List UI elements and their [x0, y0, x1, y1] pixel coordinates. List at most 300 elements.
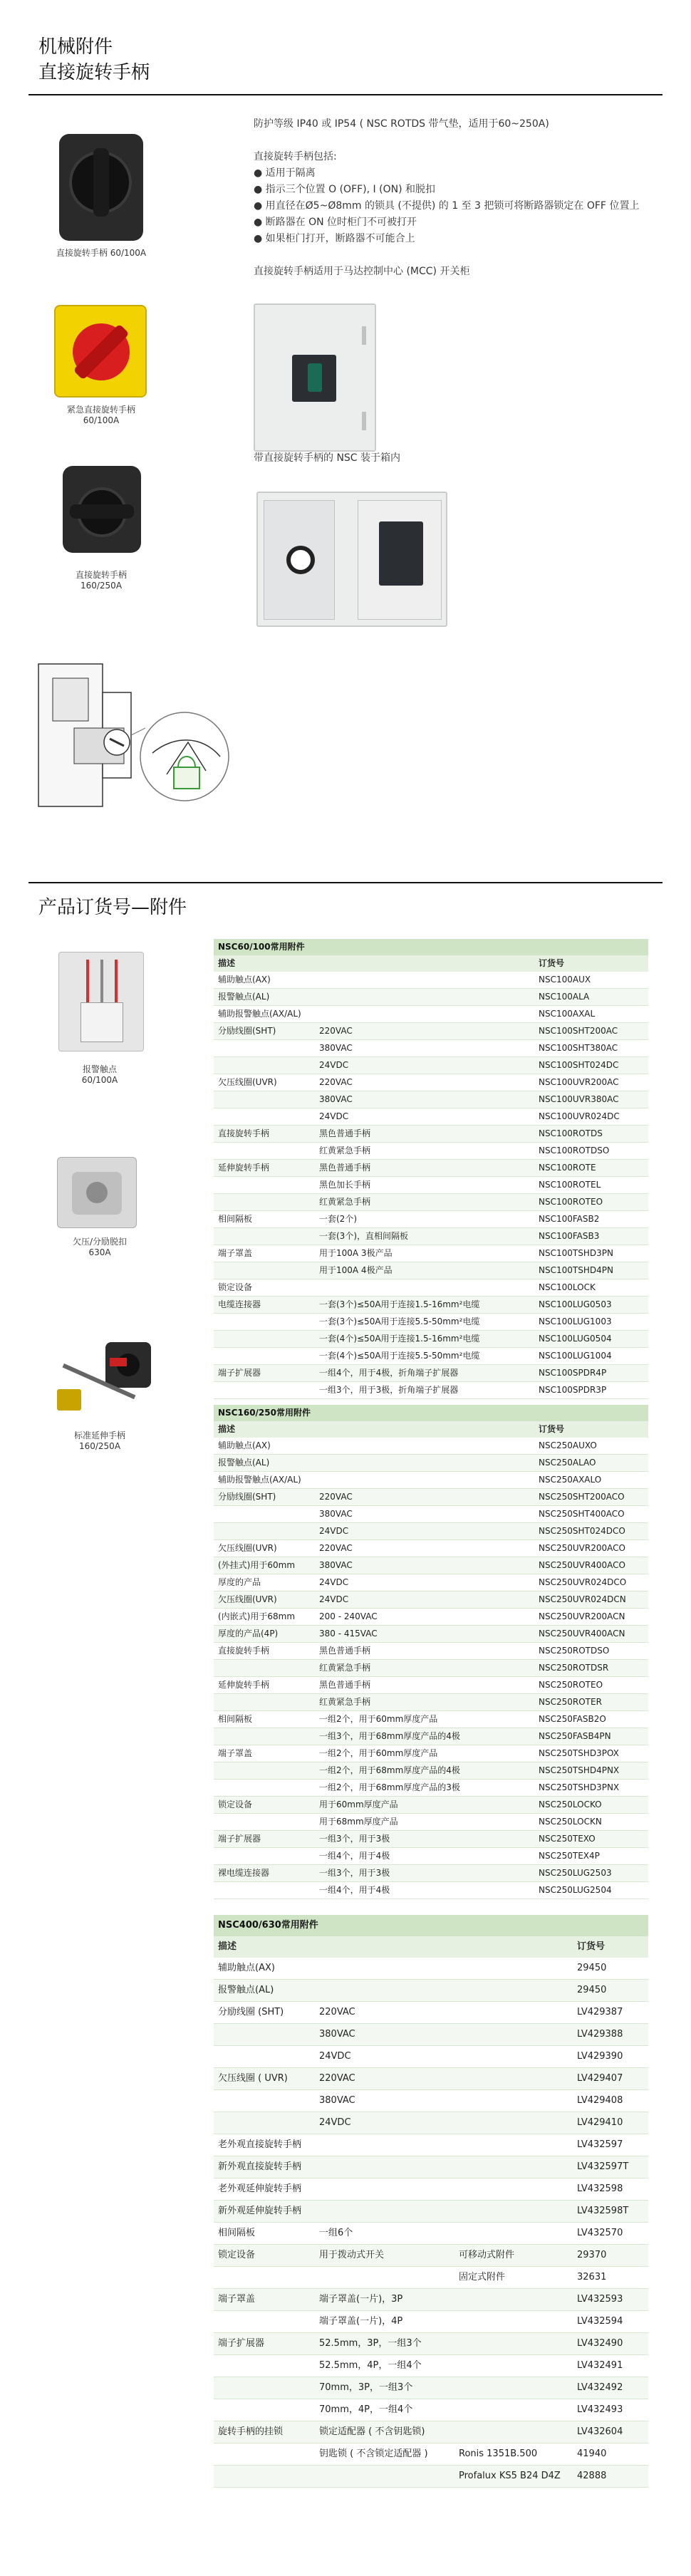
table-row — [214, 1814, 648, 1831]
table-row — [214, 2311, 648, 2333]
order-code-cell: LV432597T — [573, 2156, 648, 2178]
order-code-cell: NSC100LUG0504 — [534, 1331, 648, 1348]
description-cell: 欠压线圈(UVR) — [214, 1540, 315, 1557]
description-cell: 裸电缆连接器 — [214, 1865, 315, 1882]
table-row — [214, 2178, 648, 2201]
table-row — [214, 1177, 648, 1194]
spec-cell — [315, 2156, 454, 2178]
door-lock-line-drawing — [31, 650, 245, 835]
description-cell — [214, 1523, 315, 1540]
table-row — [214, 2112, 648, 2134]
description-cell: 报警触点(AL) — [214, 1455, 315, 1472]
spec-cell — [454, 2112, 573, 2134]
table-row — [214, 2223, 648, 2245]
description-cell — [214, 1694, 315, 1711]
order-code-cell: NSC100SHT380AC — [534, 1040, 648, 1057]
spec-cell: 用于60mm厚度产品 — [315, 1797, 534, 1814]
table-row — [214, 1780, 648, 1797]
order-code-cell: NSC250UVR024DCO — [534, 1574, 648, 1591]
table-row — [214, 1643, 648, 1660]
spec-cell: 一套(3个)，直相间隔板 — [315, 1228, 534, 1245]
caption-alarm-contact — [28, 1064, 171, 1086]
table-row — [214, 1331, 648, 1348]
description-cell — [214, 1177, 315, 1194]
spec-cell: 52.5mm，4P，一组4个 — [315, 2355, 454, 2377]
spec-cell — [454, 2002, 573, 2024]
spec-cell: 用于100A 4极产品 — [315, 1262, 534, 1279]
spec-cell: 220VAC — [315, 1489, 534, 1506]
table-row — [214, 1348, 648, 1365]
description-cell: 端子扩展器 — [214, 1831, 315, 1848]
description-cell — [214, 2046, 315, 2068]
spec-cell: 端子罩盖(一片)，4P — [315, 2311, 454, 2333]
order-code-cell: NSC100FASB3 — [534, 1228, 648, 1245]
spec-cell — [315, 2201, 454, 2223]
spec-cell: Profalux KS5 B24 D4Z — [454, 2466, 573, 2488]
table-row — [214, 2002, 648, 2024]
order-code-cell: NSC250UVR200ACO — [534, 1540, 648, 1557]
table-row — [214, 1314, 648, 1331]
spec-cell — [315, 1472, 534, 1489]
order-code-cell: NSC250ROTDSR — [534, 1660, 648, 1677]
spec-cell: 一套(3个)≤50A用于连接1.5-16mm²电缆 — [315, 1297, 534, 1314]
table-row — [214, 2046, 648, 2068]
description-cell — [214, 1331, 315, 1348]
table-row — [214, 1455, 648, 1472]
description-cell: 欠压线圈(UVR) — [214, 1074, 315, 1091]
description-cell: 端子扩展器 — [214, 1365, 315, 1382]
caption-extended-handle-line1: 标准延伸手柄 — [73, 1430, 125, 1440]
table-row — [214, 2333, 648, 2355]
order-code-cell: LV432493 — [573, 2399, 648, 2421]
description-cell — [214, 1108, 315, 1126]
caption-extended-handle — [28, 1430, 171, 1452]
order-code-cell: NSC100TSHD3PN — [534, 1245, 648, 1262]
table-row — [214, 1958, 648, 1980]
spec-cell: 一组3个，用于3极 — [315, 1831, 534, 1848]
table-row — [214, 1143, 648, 1160]
table-row — [214, 1745, 648, 1762]
description-cell: 端子罩盖 — [214, 1245, 315, 1262]
order-code-cell: NSC100ROTDSO — [534, 1143, 648, 1160]
spec-cell: 红黄紧急手柄 — [315, 1143, 534, 1160]
order-code-cell: NSC100SPDR3P — [534, 1382, 648, 1399]
description-cell — [214, 1194, 315, 1211]
description-cell: 辅助报警触点(AX/AL) — [214, 1472, 315, 1489]
order-code-cell: NSC250TEXO — [534, 1831, 648, 1848]
feature-item: ● 断路器在 ON 位时柜门不可被打开 — [254, 217, 417, 228]
description-cell — [214, 1762, 315, 1780]
order-code-cell: NSC100ALA — [534, 989, 648, 1006]
order-code-cell: NSC250ROTER — [534, 1694, 648, 1711]
spec-cell: 红黄紧急手柄 — [315, 1660, 534, 1677]
spec-cell: 一组2个，用于68mm厚度产品的4极 — [315, 1762, 534, 1780]
description-cell — [214, 1057, 315, 1074]
column-header-order-code: 订货号 — [534, 955, 648, 972]
table-row — [214, 2399, 648, 2421]
order-code-cell: NSC250TSHD3PNX — [534, 1780, 648, 1797]
caption-undervoltage-release — [28, 1237, 171, 1258]
description-cell: (外挂式)用于60mm — [214, 1557, 315, 1574]
enclosure-closed-image — [254, 303, 376, 452]
description-cell — [214, 1506, 315, 1523]
spec-cell: 一组6个 — [315, 2223, 454, 2245]
spec-cell: 380VAC — [315, 1040, 534, 1057]
description-cell: 辅助触点(AX) — [214, 1958, 315, 1980]
feature-item: ● 如果柜门打开，断路器不可能合上 — [254, 233, 415, 244]
order-code-cell: LV429387 — [573, 2002, 648, 2024]
order-code-cell: 29450 — [573, 1980, 648, 2002]
description-cell — [214, 1314, 315, 1331]
column-header-description: 描述 — [214, 955, 534, 972]
spec-cell: 黑色加长手柄 — [315, 1177, 534, 1194]
spec-cell — [315, 989, 534, 1006]
table-title: NSC60/100常用附件 — [214, 939, 648, 955]
spec-cell — [454, 2134, 573, 2156]
undervoltage-release-image — [57, 1157, 137, 1228]
spec-cell — [315, 1958, 454, 1980]
caption-rotary-handle-160-250-line1: 直接旋转手柄 — [75, 570, 127, 580]
order-code-cell: NSC100ROTEO — [534, 1194, 648, 1211]
table-row — [214, 2156, 648, 2178]
order-code-cell: 32631 — [573, 2267, 648, 2289]
order-code-cell: LV432598 — [573, 2178, 648, 2201]
spec-cell: 一组3个，用于3极 — [315, 1865, 534, 1882]
order-code-cell: NSC100SHT024DC — [534, 1057, 648, 1074]
spec-cell — [454, 2377, 573, 2399]
table-title: NSC160/250常用附件 — [214, 1405, 648, 1421]
spec-cell: 380VAC — [315, 1557, 534, 1574]
description-cell — [214, 1262, 315, 1279]
spec-cell: 70mm，4P，一组4个 — [315, 2399, 454, 2421]
description-cell: 延伸旋转手柄 — [214, 1677, 315, 1694]
table-row — [214, 1365, 648, 1382]
feature-item: ● 指示三个位置 O (OFF), I (ON) 和脱扣 — [254, 184, 435, 195]
table-row — [214, 1382, 648, 1399]
description-cell: 报警触点(AL) — [214, 1980, 315, 2002]
order-code-cell: NSC250SHT024DCO — [534, 1523, 648, 1540]
table-row — [214, 1574, 648, 1591]
table-row — [214, 2421, 648, 2443]
spec-cell — [454, 2156, 573, 2178]
description-cell — [214, 1228, 315, 1245]
spec-cell: 一组2个，用于60mm厚度产品 — [315, 1745, 534, 1762]
description-cell — [214, 1143, 315, 1160]
order-code-cell: NSC250SHT200ACO — [534, 1489, 648, 1506]
table-row — [214, 1882, 648, 1899]
spec-cell: 一组4个，用于4极，折角端子扩展器 — [315, 1365, 534, 1382]
description-cell — [214, 1882, 315, 1899]
description-cell — [214, 1660, 315, 1677]
spec-cell — [454, 2289, 573, 2311]
order-code-cell: NSC250AXALO — [534, 1472, 648, 1489]
table-row — [214, 1797, 648, 1814]
description-cell: 老外观延伸旋转手柄 — [214, 2178, 315, 2201]
order-code-cell: NSC250SHT400ACO — [534, 1506, 648, 1523]
order-code-cell: LV432597 — [573, 2134, 648, 2156]
spec-cell — [454, 2090, 573, 2112]
order-code-cell: LV432604 — [573, 2421, 648, 2443]
table-row — [214, 1438, 648, 1455]
order-code-cell: NSC100UVR024DC — [534, 1108, 648, 1126]
spec-cell: 红黄紧急手柄 — [315, 1194, 534, 1211]
description-cell: 辅助触点(AX) — [214, 972, 315, 989]
mcc-text: 直接旋转手柄适用于马达控制中心 (MCC) 开关柜 — [254, 266, 470, 277]
spec-cell: 一套(2个) — [315, 1211, 534, 1228]
column-header-order-code: 订货号 — [534, 1421, 648, 1438]
description-cell — [214, 1848, 315, 1865]
spec-cell — [315, 2134, 454, 2156]
order-code-cell: NSC250LUG2503 — [534, 1865, 648, 1882]
table-row — [214, 2355, 648, 2377]
protection-rating-text: 防护等级 IP40 或 IP54 ( NSC ROTDS 带气垫，适用于60~250A) — [254, 118, 549, 130]
description-cell: 相间隔板 — [214, 2223, 315, 2245]
spec-cell — [315, 2267, 454, 2289]
spec-cell — [454, 2201, 573, 2223]
spec-cell — [315, 1279, 534, 1297]
spec-cell: 一组3个，用于68mm厚度产品的4极 — [315, 1728, 534, 1745]
spec-cell: 一套(4个)≤50A用于连接1.5-16mm²电缆 — [315, 1331, 534, 1348]
order-code-cell: LV432570 — [573, 2223, 648, 2245]
order-code-cell: LV432598T — [573, 2201, 648, 2223]
table-row — [214, 2443, 648, 2466]
order-code-cell: NSC250TSHD3POX — [534, 1745, 648, 1762]
accessories-table-nsc160-250 — [214, 1405, 648, 1899]
order-code-cell: NSC100SPDR4P — [534, 1365, 648, 1382]
spec-cell: 220VAC — [315, 1023, 534, 1040]
description-cell: 端子扩展器 — [214, 2333, 315, 2355]
spec-cell: 用于68mm厚度产品 — [315, 1814, 534, 1831]
order-code-cell: NSC250TSHD4PNX — [534, 1762, 648, 1780]
order-code-cell: NSC100AXAL — [534, 1006, 648, 1023]
order-code-cell: NSC100ROTDS — [534, 1126, 648, 1143]
description-cell: 锁定设备 — [214, 1797, 315, 1814]
table-row — [214, 1677, 648, 1694]
description-cell: 旋转手柄的挂锁 — [214, 2421, 315, 2443]
table-row — [214, 1865, 648, 1882]
description-cell — [214, 2024, 315, 2046]
description-cell: 报警触点(AL) — [214, 989, 315, 1006]
order-code-cell: NSC250LOCKO — [534, 1797, 648, 1814]
description-cell — [214, 1728, 315, 1745]
caption-emergency-handle-line1: 紧急直接旋转手柄 — [66, 405, 135, 415]
spec-cell — [315, 1980, 454, 2002]
description-cell: 辅助触点(AX) — [214, 1438, 315, 1455]
table-row — [214, 1626, 648, 1643]
caption-alarm-contact-line2: 60/100A — [81, 1075, 118, 1085]
table-row — [214, 1711, 648, 1728]
order-code-cell: 29370 — [573, 2245, 648, 2267]
description-cell: 分励线圈(SHT) — [214, 1489, 315, 1506]
column-header-description: 描述 — [214, 1936, 573, 1958]
spec-cell: 黑色普通手柄 — [315, 1126, 534, 1143]
table-row — [214, 1489, 648, 1506]
spec-cell: 380VAC — [315, 1091, 534, 1108]
order-code-cell: NSC250ROTEO — [534, 1677, 648, 1694]
table-row — [214, 1023, 648, 1040]
order-code-cell: NSC100LUG1004 — [534, 1348, 648, 1365]
table-row — [214, 1108, 648, 1126]
order-code-cell: NSC250UVR200ACN — [534, 1609, 648, 1626]
description-cell — [214, 2399, 315, 2421]
spec-cell: 黑色普通手柄 — [315, 1677, 534, 1694]
spec-cell — [315, 2178, 454, 2201]
table-row — [214, 1245, 648, 1262]
category-title: 机械附件 — [38, 36, 113, 58]
order-code-cell: 41940 — [573, 2443, 648, 2466]
table-row — [214, 1523, 648, 1540]
order-code-cell: NSC250UVR400ACN — [534, 1626, 648, 1643]
table-row — [214, 1728, 648, 1745]
table-row — [214, 2377, 648, 2399]
order-code-cell: NSC100LUG1003 — [534, 1314, 648, 1331]
spec-cell — [454, 2046, 573, 2068]
spec-cell: 220VAC — [315, 1074, 534, 1091]
order-code-cell: NSC100UVR380AC — [534, 1091, 648, 1108]
table-row — [214, 2134, 648, 2156]
spec-cell: 52.5mm，3P，一组3个 — [315, 2333, 454, 2355]
section-divider — [28, 882, 663, 883]
order-code-cell: NSC100LUG0503 — [534, 1297, 648, 1314]
table-row — [214, 2289, 648, 2311]
order-code-cell: NSC250LOCKN — [534, 1814, 648, 1831]
table-row — [214, 1194, 648, 1211]
description-cell: 辅助报警触点(AX/AL) — [214, 1006, 315, 1023]
table-row — [214, 1057, 648, 1074]
accessories-table-nsc60-100 — [214, 939, 648, 1399]
enclosure-open-image — [256, 492, 447, 627]
order-code-cell: NSC100ROTEL — [534, 1177, 648, 1194]
order-code-cell: NSC100SHT200AC — [534, 1023, 648, 1040]
caption-undervoltage-release-line1: 欠压/分励脱扣 — [72, 1237, 128, 1247]
spec-cell: 一组2个，用于60mm厚度产品 — [315, 1711, 534, 1728]
description-cell: 欠压线圈(UVR) — [214, 1591, 315, 1609]
caption-extended-handle-line2: 160/250A — [78, 1441, 121, 1451]
order-code-cell: LV429408 — [573, 2090, 648, 2112]
spec-cell: 24VDC — [315, 1591, 534, 1609]
spec-cell: 380VAC — [315, 1506, 534, 1523]
spec-cell: 锁定适配器 ( 不含钥匙锁) — [315, 2421, 454, 2443]
caption-rotary-handle-160-250 — [36, 570, 167, 591]
description-cell: 电缆连接器 — [214, 1297, 315, 1314]
spec-cell: 24VDC — [315, 1057, 534, 1074]
intro-text — [254, 116, 667, 280]
table-row — [214, 2245, 648, 2267]
table-row — [214, 2024, 648, 2046]
spec-cell: 一套(4个)≤50A用于连接5.5-50mm²电缆 — [315, 1348, 534, 1365]
table-row — [214, 2267, 648, 2289]
order-code-cell: NSC100AUX — [534, 972, 648, 989]
caption-alarm-contact-line1: 报警触点 — [82, 1064, 117, 1074]
description-cell: (内嵌式)用于68mm — [214, 1609, 315, 1626]
spec-cell: 钥匙锁 ( 不含锁定适配器 ) — [315, 2443, 454, 2466]
spec-cell — [315, 972, 534, 989]
table-row — [214, 1540, 648, 1557]
rotary-handle-60-100-image — [59, 134, 143, 241]
spec-cell — [454, 2311, 573, 2333]
order-code-cell: LV432490 — [573, 2333, 648, 2355]
product-title: 直接旋转手柄 — [38, 62, 150, 83]
order-code-cell: 42888 — [573, 2466, 648, 2488]
table-row — [214, 2466, 648, 2488]
description-cell: 端子罩盖 — [214, 2289, 315, 2311]
extended-rotary-handle-image — [53, 1336, 152, 1418]
description-cell — [214, 1382, 315, 1399]
spec-cell: 一组4个，用于4极 — [315, 1882, 534, 1899]
spec-cell: 用于100A 3极产品 — [315, 1245, 534, 1262]
spec-cell: 24VDC — [315, 1523, 534, 1540]
order-code-cell: NSC100UVR200AC — [534, 1074, 648, 1091]
spec-cell: 24VDC — [315, 2112, 454, 2134]
table-row — [214, 1694, 648, 1711]
order-code-cell: 29450 — [573, 1958, 648, 1980]
spec-cell: 220VAC — [315, 2068, 454, 2090]
table-row — [214, 1609, 648, 1626]
spec-cell: 380VAC — [315, 2090, 454, 2112]
table-row — [214, 2090, 648, 2112]
order-code-cell: NSC100ROTE — [534, 1160, 648, 1177]
description-cell: 锁定设备 — [214, 1279, 315, 1297]
description-cell: 新外观直接旋转手柄 — [214, 2156, 315, 2178]
table-row — [214, 1160, 648, 1177]
spec-cell — [454, 2421, 573, 2443]
spec-cell: 一套(3个)≤50A用于连接5.5-50mm²电缆 — [315, 1314, 534, 1331]
order-code-cell: NSC100TSHD4PN — [534, 1262, 648, 1279]
description-cell: 欠压线圈 ( UVR) — [214, 2068, 315, 2090]
spec-cell: 用于拨动式开关 — [315, 2245, 454, 2267]
description-cell: 直接旋转手柄 — [214, 1126, 315, 1143]
order-code-cell: NSC250LUG2504 — [534, 1882, 648, 1899]
description-cell: 老外观直接旋转手柄 — [214, 2134, 315, 2156]
table-row — [214, 989, 648, 1006]
spec-cell: 380VAC — [315, 2024, 454, 2046]
spec-cell: 黑色普通手柄 — [315, 1160, 534, 1177]
table-row — [214, 2201, 648, 2223]
order-code-cell: LV429407 — [573, 2068, 648, 2090]
header-divider — [28, 94, 663, 95]
description-cell: 厚度的产品(4P) — [214, 1626, 315, 1643]
spec-cell — [315, 1006, 534, 1023]
description-cell: 延伸旋转手柄 — [214, 1160, 315, 1177]
table-row — [214, 972, 648, 989]
section-title-accessories: 产品订货号—附件 — [38, 897, 187, 918]
table-row — [214, 1472, 648, 1489]
spec-cell: 可移动式附件 — [454, 2245, 573, 2267]
table-row — [214, 1040, 648, 1057]
order-code-cell: NSC100LOCK — [534, 1279, 648, 1297]
spec-cell — [454, 2223, 573, 2245]
spec-cell — [454, 2355, 573, 2377]
order-code-cell: LV429390 — [573, 2046, 648, 2068]
order-code-cell: NSC250ROTDSO — [534, 1643, 648, 1660]
spec-cell: 24VDC — [315, 2046, 454, 2068]
spec-cell — [315, 1455, 534, 1472]
order-code-cell: LV432593 — [573, 2289, 648, 2311]
description-cell — [214, 1814, 315, 1831]
column-header-description: 描述 — [214, 1421, 534, 1438]
description-cell: 端子罩盖 — [214, 1745, 315, 1762]
spec-cell: 端子罩盖(一片)，3P — [315, 2289, 454, 2311]
caption-emergency-handle-line2: 60/100A — [83, 415, 120, 425]
spec-cell: 200 - 240VAC — [315, 1609, 534, 1626]
spec-cell — [454, 2333, 573, 2355]
spec-cell: 220VAC — [315, 1540, 534, 1557]
description-cell — [214, 2443, 315, 2466]
spec-cell — [315, 1438, 534, 1455]
rotary-handle-160-250-image — [63, 466, 141, 553]
page-title — [38, 34, 150, 85]
spec-cell: 24VDC — [315, 1108, 534, 1126]
